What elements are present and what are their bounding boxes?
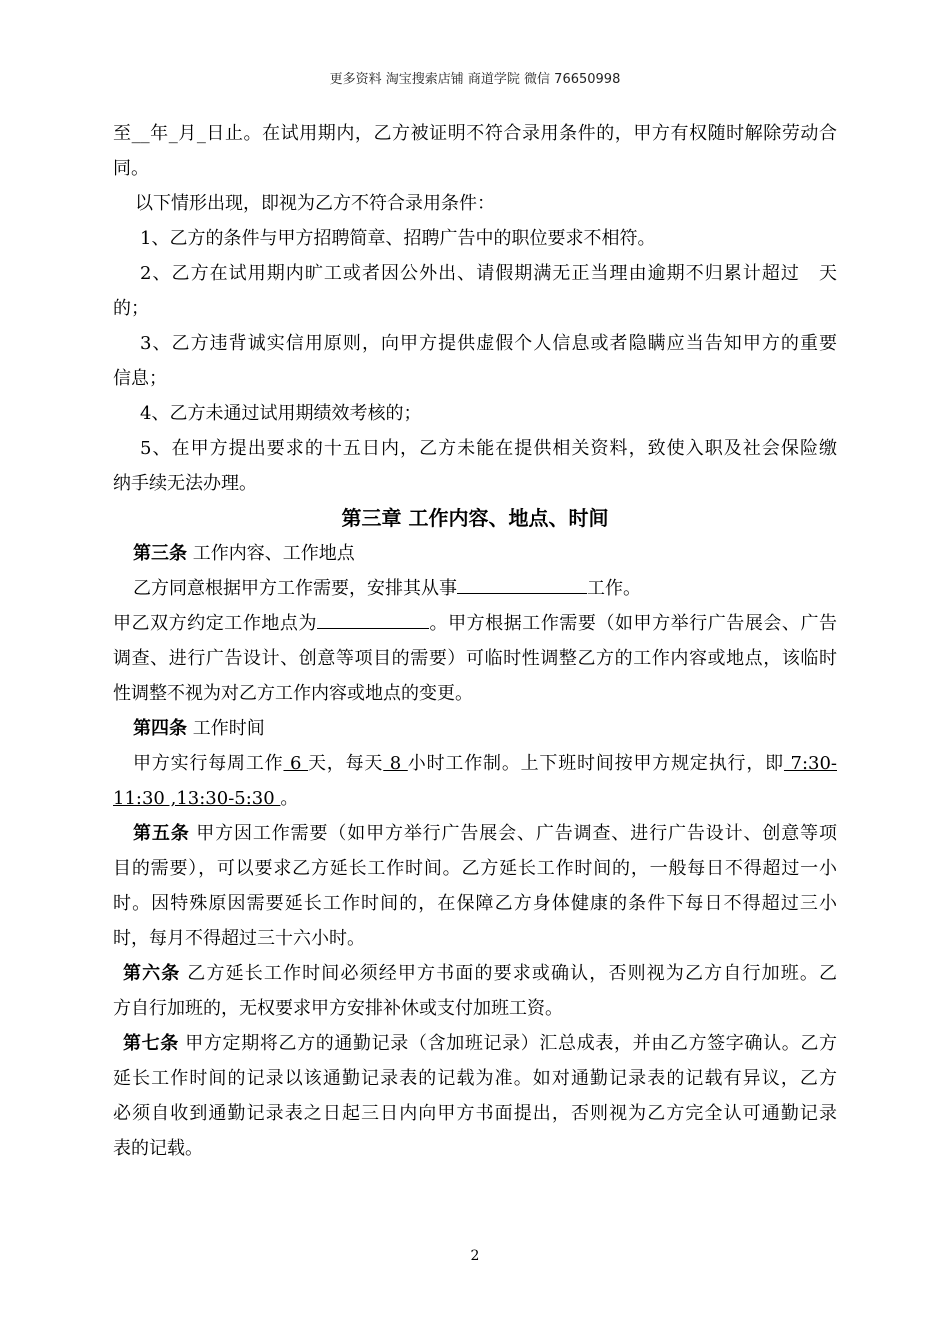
- text-segment: 甲方定期将乙方的通勤记录（含加班记录）汇总成表，并由乙方签字确认。乙方: [178, 1033, 837, 1054]
- underlined-value: 8: [383, 753, 408, 774]
- text-segment: 时，每月不得超过三十六小时。: [113, 928, 365, 949]
- text-segment: 工作内容、工作地点: [187, 543, 355, 564]
- text-line: [113, 326, 837, 361]
- text-line: [113, 466, 837, 501]
- text-line: [113, 151, 837, 186]
- text-line: [113, 116, 837, 151]
- text-segment: 方自行加班的，无权要求甲方安排补休或支付加班工资。: [113, 998, 563, 1019]
- text-line: [113, 571, 837, 606]
- text-segment: 乙方延长工作时间必须经甲方书面的要求或确认，否则视为乙方自行加班。乙: [180, 963, 837, 984]
- article-label: 第七条: [123, 1033, 179, 1054]
- text-line: [113, 956, 837, 991]
- article-label: 第三条: [133, 543, 187, 564]
- text-line: [113, 1026, 837, 1061]
- page-number: 2: [470, 1248, 480, 1264]
- underlined-value: 11:30 ,13:30-5:30: [113, 788, 281, 809]
- text-segment: 甲方因工作需要（如甲方举行广告展会、广告调查、进行广告设计、创意等项: [189, 823, 837, 844]
- text-segment: 性调整不视为对乙方工作内容或地点的变更。: [113, 683, 473, 704]
- text-segment: 同。: [113, 158, 149, 179]
- text-segment: 必须自收到通勤记录表之日起三日内向甲方书面提出，否则视为乙方完全认可通勤记录: [113, 1103, 837, 1124]
- text-segment: 表的记载。: [113, 1138, 203, 1159]
- text-line: [113, 431, 837, 466]
- text-segment: 至__年_月_日止。在试用期内，乙方被证明不符合录用条件的，甲方有权随时解除劳动合: [113, 123, 837, 144]
- text-segment: 乙方同意根据甲方工作需要，安排其从事: [133, 578, 457, 599]
- text-line: [113, 676, 837, 711]
- text-line: [113, 221, 837, 256]
- text-line: [113, 256, 837, 291]
- text-line: [113, 396, 837, 431]
- text-segment: 时。因特殊原因需要延长工作时间的，在保障乙方身体健康的条件下每日不得超过三小: [113, 893, 837, 914]
- text-segment: 5、在甲方提出要求的十五日内，乙方未能在提供相关资料，致使入职及社会保险缴: [140, 438, 837, 459]
- text-segment: 延长工作时间的记录以该通勤记录表的记载为准。如对通勤记录表的记载有异议，乙方: [113, 1068, 837, 1089]
- text-line: [113, 746, 837, 781]
- text-line: [113, 851, 837, 886]
- text-line: [113, 641, 837, 676]
- underlined-value: 7:30-: [783, 753, 837, 774]
- text-line: [113, 186, 837, 221]
- text-segment: 甲乙双方约定工作地点为: [113, 613, 317, 634]
- text-segment: 信息；: [113, 368, 167, 389]
- text-segment: 工作。: [587, 578, 641, 599]
- text-line: [113, 606, 837, 641]
- chapter-heading: [113, 501, 837, 536]
- text-line: [113, 1096, 837, 1131]
- text-segment: 目的需要），可以要求乙方延长工作时间。乙方延长工作时间的，一般每日不得超过一小: [113, 858, 837, 879]
- text-line: [113, 816, 837, 851]
- fill-in-blank: [457, 571, 587, 594]
- text-segment: 。: [280, 788, 299, 809]
- text-line: [113, 886, 837, 921]
- text-segment: 小时工作制。上下班时间按甲方规定执行，即: [407, 753, 784, 774]
- text-segment: 4、乙方未通过试用期绩效考核的；: [140, 403, 422, 424]
- text-segment: 。甲方根据工作需要（如甲方举行广告展会、广告: [429, 613, 837, 634]
- article-label: 第五条: [133, 823, 190, 844]
- text-segment: 甲方实行每周工作: [133, 753, 284, 774]
- page-header: 更多资料 淘宝搜索店铺 商道学院 微信 76650998: [329, 72, 621, 87]
- text-line: [113, 781, 837, 816]
- text-line: [113, 711, 837, 746]
- text-line: [113, 921, 837, 956]
- text-line: [113, 1061, 837, 1096]
- article-label: 第六条: [123, 963, 181, 984]
- text-segment: 工作时间: [187, 718, 265, 739]
- text-segment: 3、乙方违背诚实信用原则，向甲方提供虚假个人信息或者隐瞒应当告知甲方的重要: [140, 333, 837, 354]
- text-line: [113, 1131, 837, 1166]
- document-body: [113, 116, 837, 1166]
- text-segment: 纳手续无法办理。: [113, 473, 257, 494]
- article-label: 第四条: [133, 718, 187, 739]
- fill-in-blank: [317, 606, 429, 629]
- text-segment: 以下情形出现，即视为乙方不符合录用条件：: [135, 193, 495, 214]
- text-segment: 调查、进行广告设计、创意等项目的需要）可临时性调整乙方的工作内容或地点，该临时: [113, 648, 837, 669]
- text-line: [113, 361, 837, 396]
- text-segment: 2、乙方在试用期内旷工或者因公外出、请假期满无正当理由逾期不归累计超过 天: [140, 263, 837, 284]
- text-segment: 第三章 工作内容、地点、时间: [341, 506, 609, 530]
- text-segment: 1、乙方的条件与甲方招聘简章、招聘广告中的职位要求不相符。: [140, 228, 656, 249]
- text-line: [113, 291, 837, 326]
- text-segment: 天，每天: [308, 753, 384, 774]
- text-line: [113, 536, 837, 571]
- text-line: [113, 991, 837, 1026]
- underlined-value: 6: [283, 753, 308, 774]
- text-segment: 的；: [113, 298, 149, 319]
